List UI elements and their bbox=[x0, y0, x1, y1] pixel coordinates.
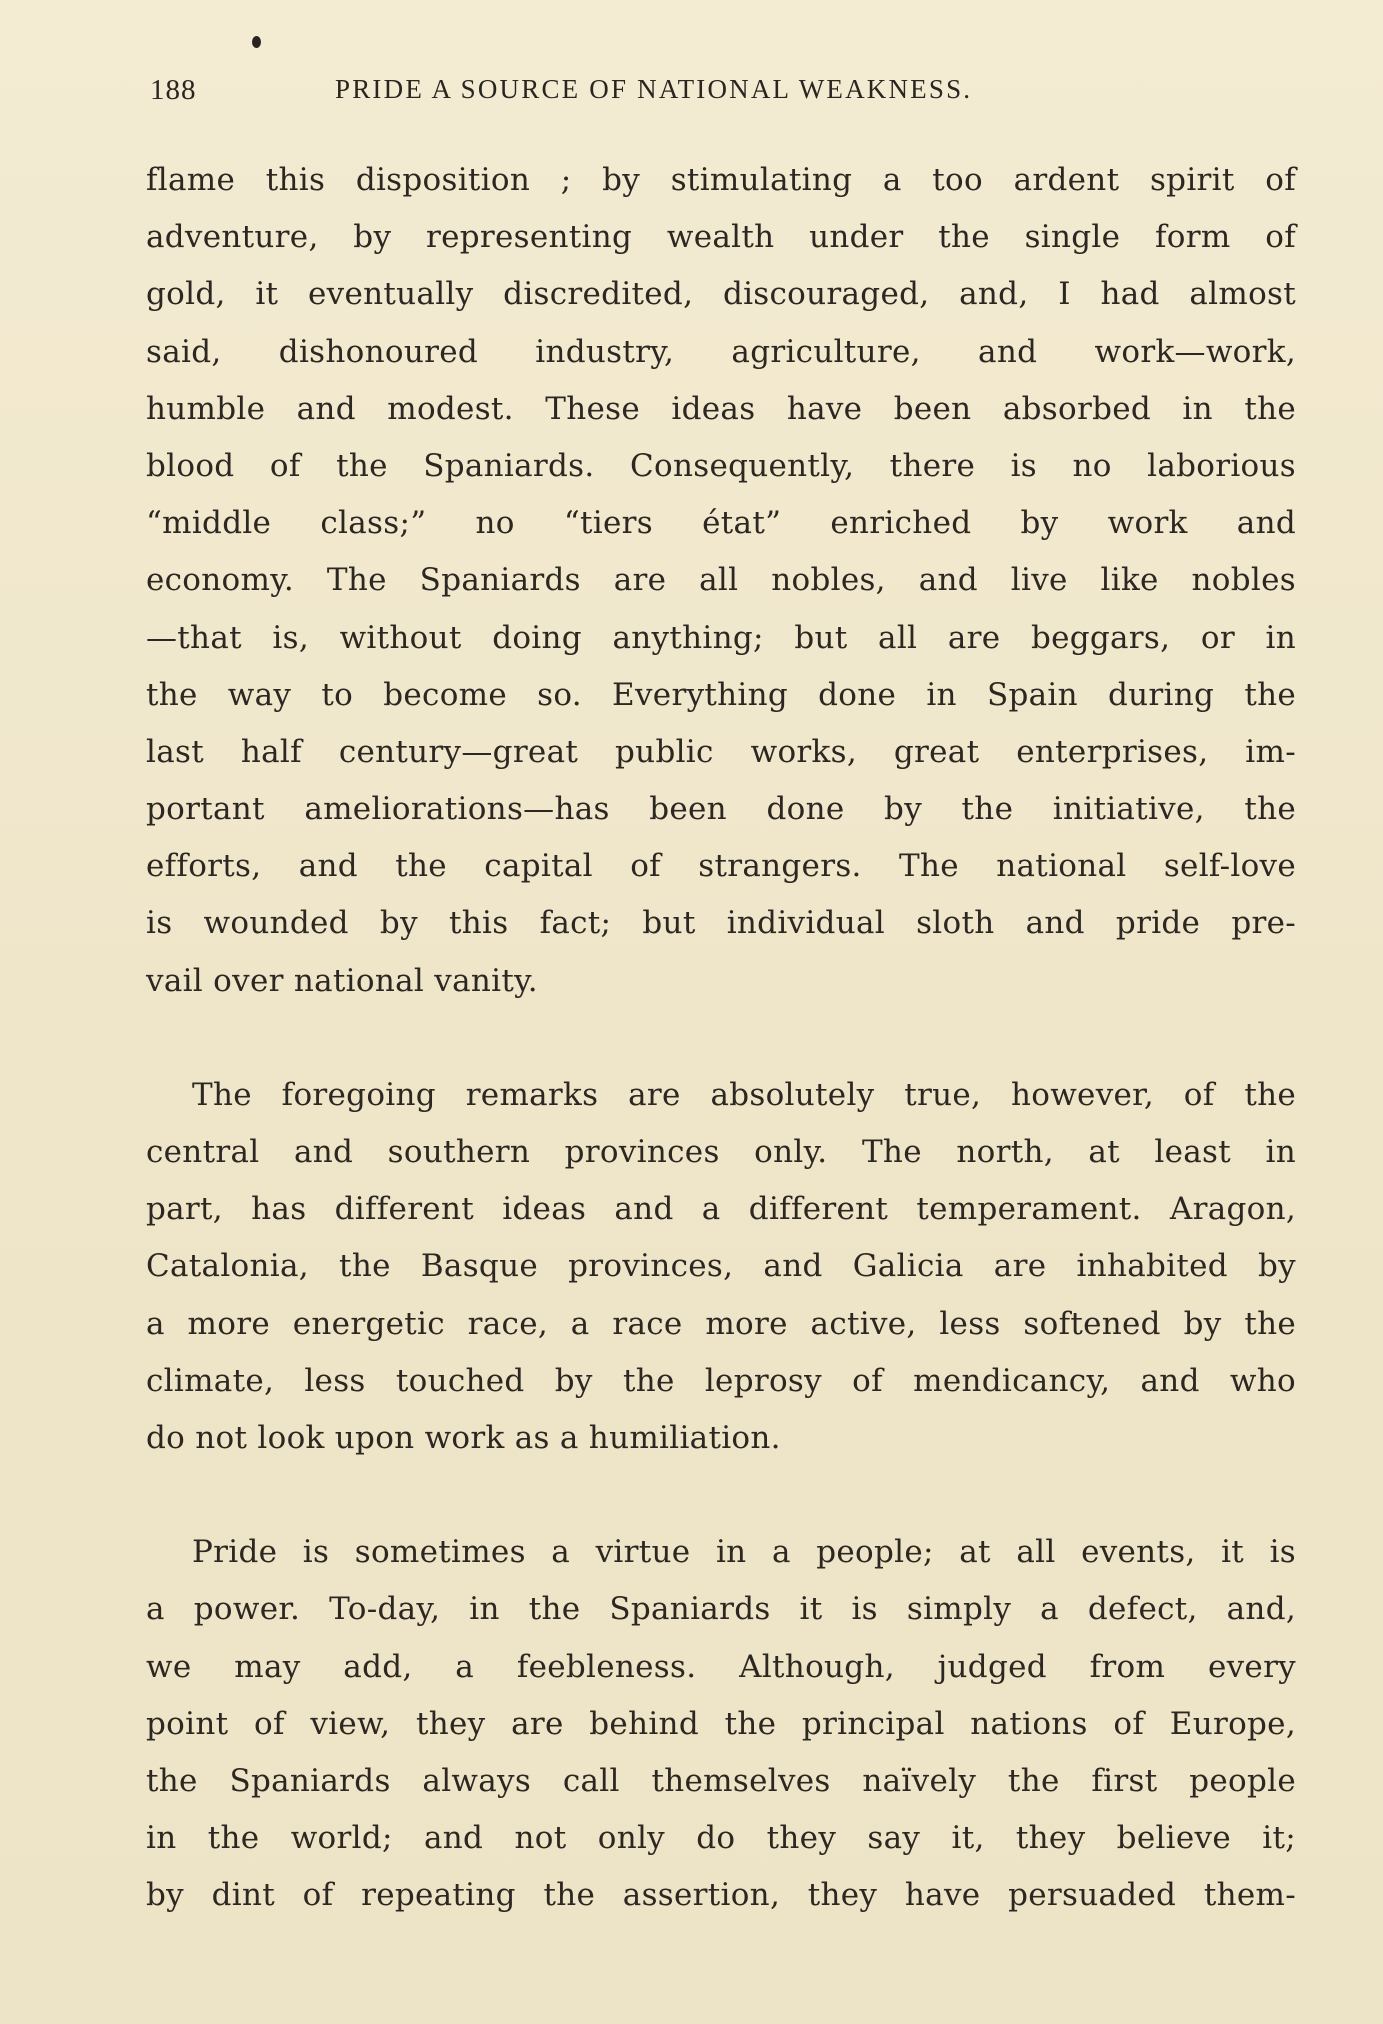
page-header bbox=[150, 74, 1290, 114]
text-line: part, has different ideas and a different temperament. Aragon, bbox=[146, 1191, 1296, 1228]
paragraph-2 bbox=[146, 1067, 1296, 1467]
body-text bbox=[146, 152, 1296, 1924]
ink-dot bbox=[252, 36, 261, 48]
text-line: is wounded by this fact; but individual sloth and pride pre- bbox=[146, 905, 1296, 942]
text-line: efforts, and the capital of strangers. The national self-love bbox=[146, 848, 1296, 885]
text-line: last half century—great public works, great enterprises, im- bbox=[146, 733, 1296, 770]
text-line: gold, it eventually discredited, discouraged, and, I had almost bbox=[146, 276, 1296, 313]
text-line: do not look upon work as a humiliation. bbox=[146, 1419, 781, 1456]
text-line: said, dishonoured industry, agriculture, and work—work, bbox=[146, 333, 1296, 370]
text-line: Pride is sometimes a virtue in a people; at all events, it is bbox=[192, 1534, 1296, 1571]
text-line: “middle class;” no “tiers état” enriched by work and bbox=[146, 505, 1296, 542]
text-line: —that is, without doing anything; but all are beggars, or in bbox=[146, 619, 1296, 656]
text-line: vail over national vanity. bbox=[146, 962, 538, 999]
text-line: blood of the Spaniards. Consequently, there is no laborious bbox=[146, 447, 1296, 484]
running-title: PRIDE A SOURCE OF NATIONAL WEAKNESS. bbox=[335, 74, 973, 104]
text-line: economy. The Spaniards are all nobles, and live like nobles bbox=[146, 562, 1296, 599]
paragraph-1 bbox=[146, 152, 1296, 1010]
page-number: 188 bbox=[150, 74, 197, 106]
text-line: The foregoing remarks are absolutely true, however, of the bbox=[192, 1076, 1296, 1113]
text-line: a power. To-day, in the Spaniards it is simply a defect, and, bbox=[146, 1591, 1296, 1628]
text-line: in the world; and not only do they say it, they believe it; bbox=[146, 1820, 1296, 1857]
text-line: we may add, a feebleness. Although, judged from every bbox=[146, 1648, 1296, 1685]
text-line: the Spaniards always call themselves naïvely the first people bbox=[146, 1762, 1296, 1799]
text-line: point of view, they are behind the principal nations of Europe, bbox=[146, 1705, 1296, 1742]
text-line: climate, less touched by the leprosy of mendicancy, and who bbox=[146, 1362, 1296, 1399]
text-line: central and southern provinces only. The north, at least in bbox=[146, 1134, 1296, 1170]
text-line: adventure, by representing wealth under the single form of bbox=[146, 219, 1296, 256]
paragraph-3 bbox=[146, 1524, 1296, 1924]
text-line: flame this disposition ; by stimulating a too ardent spirit of bbox=[146, 162, 1296, 198]
text-line: the way to become so. Everything done in Spain during the bbox=[146, 676, 1296, 713]
text-line: humble and modest. These ideas have been absorbed in the bbox=[146, 390, 1296, 427]
text-line: Catalonia, the Basque provinces, and Galicia are inhabited by bbox=[146, 1248, 1296, 1285]
text-line: by dint of repeating the assertion, they have persuaded them- bbox=[146, 1877, 1296, 1914]
text-line: portant ameliorations—has been done by the initiative, the bbox=[146, 791, 1296, 828]
text-line: a more energetic race, a race more active, less softened by the bbox=[146, 1305, 1296, 1342]
